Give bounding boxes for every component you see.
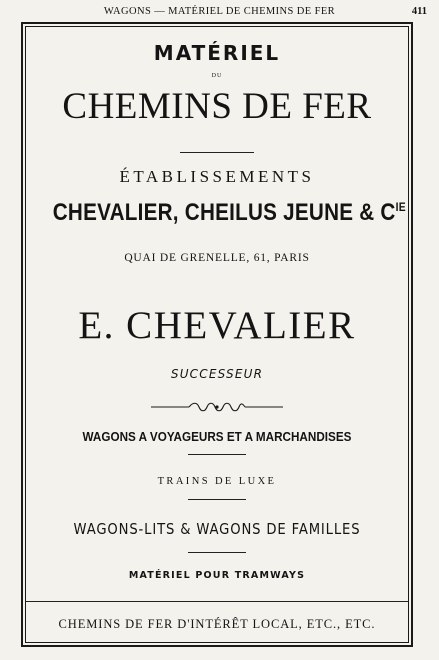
product-line: WAGONS A VOYAGEURS ET A MARCHANDISES bbox=[82, 429, 352, 444]
firm-address: QUAI DE GRENELLE, 61, PARIS bbox=[124, 252, 310, 264]
advertisement-frame bbox=[21, 22, 413, 647]
ornament-flourish-icon bbox=[149, 400, 285, 414]
proprietor-name: E. CHEVALIER bbox=[78, 304, 356, 347]
product-line: WAGONS-LITS & WAGONS DE FAMILLES bbox=[73, 520, 361, 538]
divider-rule bbox=[188, 552, 246, 553]
full-width-rule bbox=[26, 601, 408, 602]
advertisement-inner-border bbox=[25, 26, 409, 643]
divider-rule bbox=[188, 499, 246, 500]
firm-name bbox=[52, 199, 406, 227]
ad-establishments: ÉTABLISSEMENTS bbox=[119, 167, 315, 186]
firm-name-main: CHEVALIER, CHEILUS JEUNE & C bbox=[52, 199, 396, 226]
running-head bbox=[0, 6, 439, 22]
ad-subject: CHEMINS DE FER bbox=[62, 86, 372, 127]
ad-connector: DU bbox=[211, 73, 223, 79]
product-line: MATÉRIEL POUR TRAMWAYS bbox=[128, 570, 306, 581]
product-line: TRAINS DE LUXE bbox=[157, 476, 277, 487]
divider-rule bbox=[188, 454, 246, 455]
page-number: 411 bbox=[411, 6, 427, 17]
running-title: WAGONS — MATÉRIEL DE CHEMINS DE FER bbox=[103, 6, 336, 17]
proprietor-title: SUCCESSEUR bbox=[170, 367, 264, 381]
firm-name-suffix: IE bbox=[395, 200, 406, 214]
ad-heading: MATÉRIEL bbox=[153, 41, 281, 65]
divider-rule bbox=[180, 152, 254, 153]
product-line: CHEMINS DE FER D'INTÉRÊT LOCAL, ETC., ETC. bbox=[58, 617, 376, 631]
